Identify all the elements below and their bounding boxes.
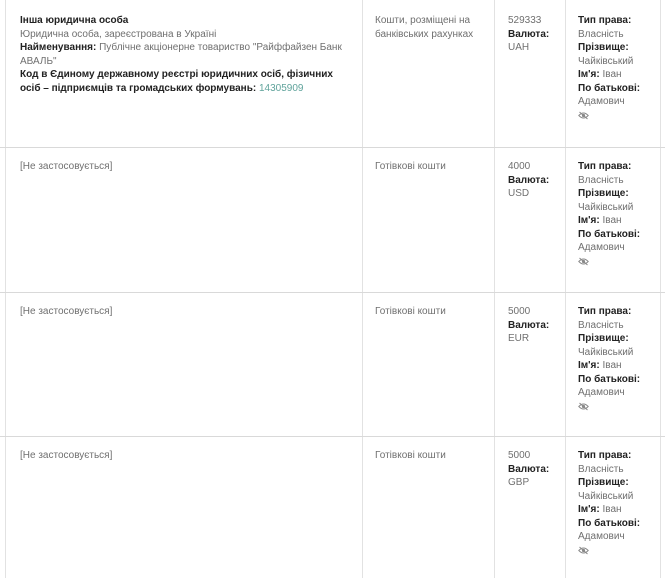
table-row [0, 295, 665, 439]
firstname-label: Ім'я: [578, 360, 600, 371]
surname-label: Прізвище: [578, 42, 629, 53]
right-type-label: Тип права: [578, 161, 632, 172]
asset-type: Готівкові кошти [375, 161, 446, 172]
firstname-label: Ім'я: [578, 69, 600, 80]
amount-cell [508, 160, 568, 201]
eye-slash-icon[interactable] [578, 546, 589, 555]
owner-type: Інша юридична особа [20, 15, 129, 26]
right-type-value: Власність [578, 174, 624, 186]
firstname-value: Іван [602, 69, 622, 80]
patronymic-value: Адамович [578, 96, 625, 107]
owner-name [20, 41, 355, 68]
firstname-line [578, 214, 658, 228]
amount-cell [508, 14, 568, 55]
firstname-label: Ім'я: [578, 504, 600, 515]
patronymic-label: По батькові: [578, 373, 641, 385]
surname-label: Прізвище: [578, 188, 629, 199]
currency-label: Валюта: [508, 463, 550, 475]
amount-value: 5000 [508, 306, 531, 317]
table-row [0, 439, 665, 583]
right-type-value: Власність [578, 463, 624, 475]
owner-code [20, 68, 355, 95]
currency-label: Валюта: [508, 174, 550, 186]
rights-cell [578, 160, 658, 270]
currency-label: Валюта: [508, 319, 550, 331]
currency-label: Валюта: [508, 28, 550, 40]
surname-value: Чайківський [578, 346, 634, 358]
firstname-label: Ім'я: [578, 215, 600, 226]
amount-value: 4000 [508, 161, 531, 172]
amount-value: 5000 [508, 450, 531, 461]
table-row [0, 150, 665, 294]
owner-not-applicable: [Не застосовується] [20, 161, 113, 172]
eye-slash-icon[interactable] [578, 111, 589, 120]
currency-value: USD [508, 188, 530, 199]
rights-cell [578, 14, 658, 124]
rights-cell [578, 449, 658, 559]
eye-slash-icon[interactable] [578, 402, 589, 411]
right-type-label: Тип права: [578, 450, 632, 461]
right-type-value: Власність [578, 319, 624, 331]
patronymic-label: По батькові: [578, 228, 641, 240]
firstname-line [578, 503, 658, 517]
patronymic-value: Адамович [578, 387, 625, 398]
patronymic-value: Адамович [578, 531, 625, 542]
firstname-value: Іван [602, 215, 622, 226]
table-row [0, 4, 665, 148]
currency-value: GBP [508, 477, 530, 488]
surname-label: Прізвище: [578, 477, 629, 488]
right-type-label: Тип права: [578, 306, 632, 317]
patronymic-value: Адамович [578, 242, 625, 253]
rights-cell [578, 305, 658, 415]
firstname-value: Іван [602, 504, 622, 515]
surname-value: Чайківський [578, 201, 634, 213]
firstname-line [578, 68, 658, 82]
right-type-label: Тип права: [578, 15, 632, 26]
right-type-value: Власність [578, 28, 624, 40]
amount-value: 529333 [508, 15, 542, 26]
asset-type: Готівкові кошти [375, 450, 446, 461]
code-label: Код в Єдиному державному реєстрі юридичних осіб, фізичних осіб – підприємців та громадських формувань: [20, 69, 333, 94]
asset-type: Кошти, розміщені на банківських рахунках [375, 15, 474, 40]
firstname-value: Іван [602, 360, 622, 371]
code-value[interactable]: 14305909 [258, 82, 304, 94]
amount-cell [508, 449, 568, 490]
surname-value: Чайківський [578, 490, 634, 502]
amount-cell [508, 305, 568, 346]
asset-type: Готівкові кошти [375, 306, 446, 317]
surname-label: Прізвище: [578, 333, 629, 344]
currency-value: UAH [508, 42, 530, 53]
name-value: Публічне акціонерне товариство "Райффайзен Банк АВАЛЬ" [20, 42, 342, 67]
owner-not-applicable: [Не застосовується] [20, 450, 113, 461]
name-label: Найменування: [20, 42, 97, 53]
owner-subtype: Юридична особа, зареєстрована в Україні [20, 28, 217, 40]
surname-value: Чайківський [578, 55, 634, 67]
owner-cell [20, 14, 355, 95]
currency-value: EUR [508, 333, 530, 344]
eye-slash-icon[interactable] [578, 257, 589, 266]
patronymic-label: По батькові: [578, 517, 641, 529]
firstname-line [578, 359, 658, 373]
patronymic-label: По батькові: [578, 82, 641, 94]
owner-not-applicable: [Не застосовується] [20, 306, 113, 317]
